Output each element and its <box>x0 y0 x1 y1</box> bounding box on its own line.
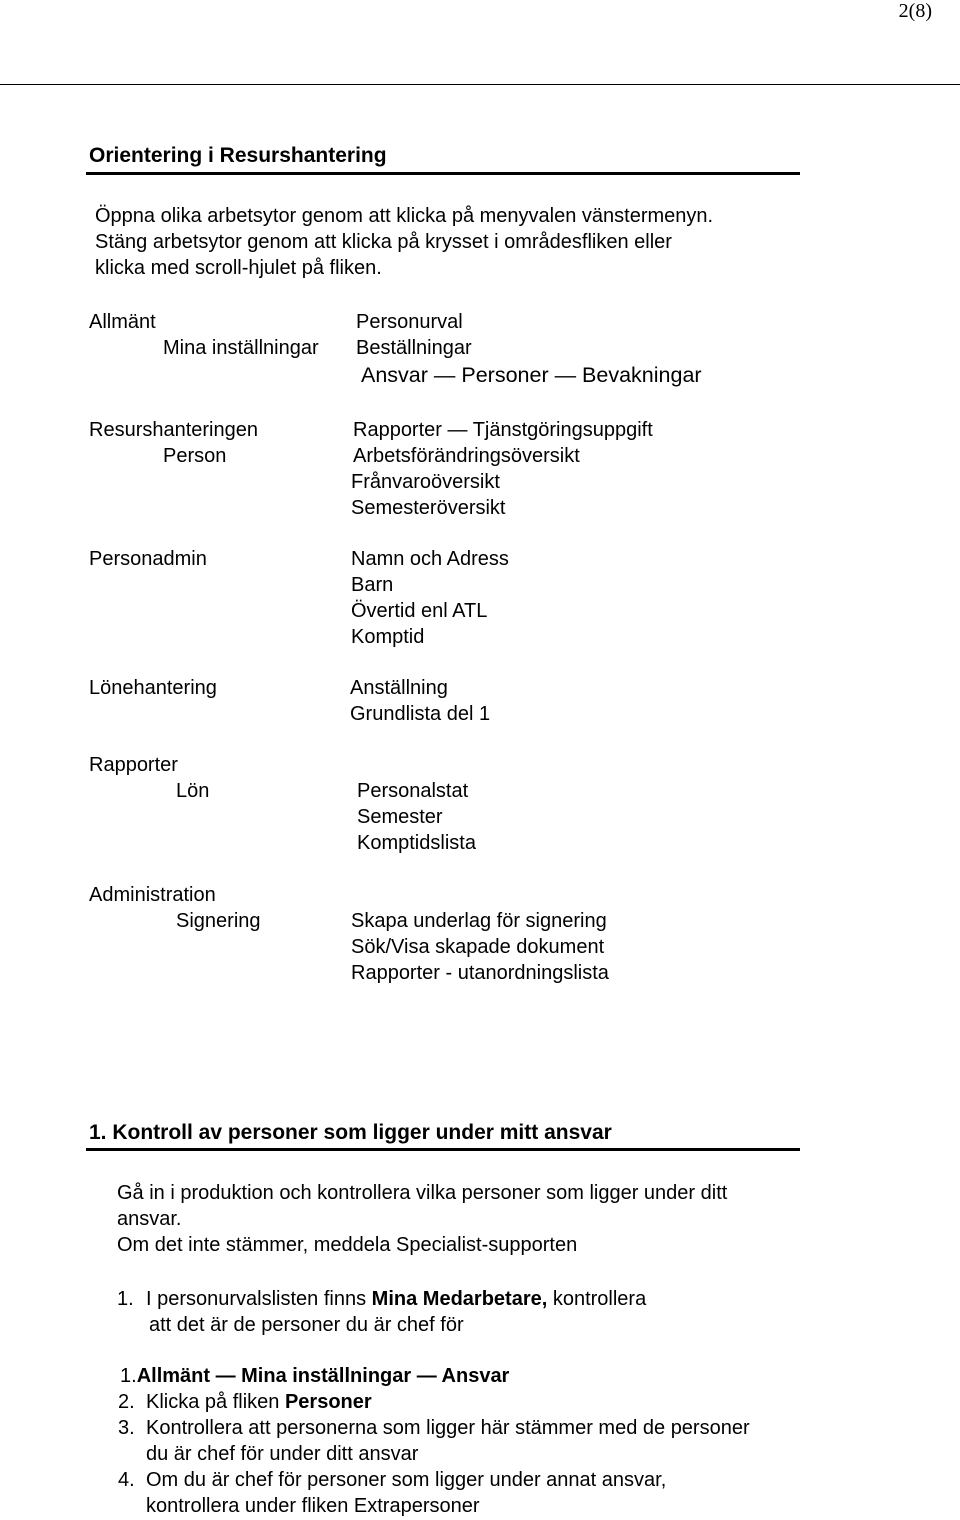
intro-line-3: klicka med scroll-hjulet på fliken. <box>95 257 382 279</box>
signering-item-sok: Sök/Visa skapade dokument <box>351 936 605 958</box>
menu-personurval: Personurval <box>356 311 463 333</box>
menu-signering: Signering <box>176 910 261 932</box>
menu-allmant: Allmänt <box>89 311 156 333</box>
step1-pre: I personurvalslisten finns <box>146 1288 372 1310</box>
person-item-franvaro: Frånvaroöversikt <box>351 471 500 493</box>
menu-lon: Lön <box>176 780 210 802</box>
list-item-2-pre: Klicka på fliken <box>146 1391 285 1413</box>
list-item-3-number: 3. <box>118 1417 135 1439</box>
lonehantering-item-anstallning: Anställning <box>350 677 448 699</box>
list-item-1-bold: Allmänt — Mina inställningar — Ansvar <box>136 1365 510 1387</box>
list-item-4-line-2: kontrollera under fliken Extrapersoner <box>146 1495 480 1517</box>
list-item-1-number: 1. <box>120 1365 137 1387</box>
section2-title-underline <box>86 1148 800 1151</box>
section2-para-line-1: Gå in i produktion och kontrollera vilka personer som ligger under ditt <box>117 1182 728 1204</box>
personadmin-item-namn: Namn och Adress <box>351 548 509 570</box>
personadmin-item-barn: Barn <box>351 574 394 596</box>
menu-mina-installningar: Mina inställningar <box>163 337 319 359</box>
lon-item-personalstat: Personalstat <box>357 780 469 802</box>
menu-resurshanteringen: Resurshanteringen <box>89 419 258 441</box>
page-number: 2(8) <box>898 0 932 22</box>
lon-item-komptidslista: Komptidslista <box>357 832 476 854</box>
lon-item-semester: Semester <box>357 806 443 828</box>
list-item-4-number: 4. <box>118 1469 135 1491</box>
menu-bestallningar: Beställningar <box>356 337 472 359</box>
signering-item-rapporter: Rapporter - utanordningslista <box>351 962 609 984</box>
personadmin-item-overtid: Övertid enl ATL <box>351 600 488 622</box>
menu-ansvar-path: Ansvar — Personer — Bevakningar <box>361 363 702 387</box>
list-item-2-number: 2. <box>118 1391 135 1413</box>
menu-rapporter: Rapporter <box>89 754 178 776</box>
person-item-rapporter: Rapporter — Tjänstgöringsuppgift <box>353 419 653 441</box>
section2-para-line-2: ansvar. <box>117 1208 182 1230</box>
list-item-2-bold: Personer <box>284 1391 372 1413</box>
step1-line-2: att det är de personer du är chef för <box>149 1314 464 1336</box>
signering-item-skapa: Skapa underlag för signering <box>351 910 607 932</box>
person-item-semester: Semesteröversikt <box>351 497 506 519</box>
step1-bold: Mina Medarbetare, <box>371 1288 548 1310</box>
menu-administration: Administration <box>89 884 216 906</box>
person-item-arbetsforandring: Arbetsförändringsöversikt <box>353 445 580 467</box>
list-item-3-line-2: du är chef för under ditt ansvar <box>146 1443 419 1465</box>
menu-lonehantering: Lönehantering <box>89 677 217 699</box>
intro-line-1: Öppna olika arbetsytor genom att klicka på menyvalen vänstermenyn. <box>95 205 714 227</box>
intro-line-2: Stäng arbetsytor genom att klicka på krysset i områdesfliken eller <box>95 231 672 253</box>
header-divider <box>0 84 960 85</box>
menu-person: Person <box>163 445 227 467</box>
lonehantering-item-grundlista: Grundlista del 1 <box>350 703 491 725</box>
section-title-orientering: Orientering i Resurshantering <box>89 144 387 167</box>
list-item-4-line-1: Om du är chef för personer som ligger under annat ansvar, <box>146 1469 667 1491</box>
list-item-2 <box>146 1389 372 1415</box>
step1-line-1 <box>146 1286 646 1312</box>
section-title-underline <box>86 172 800 175</box>
section2-para-line-3: Om det inte stämmer, meddela Specialist-supporten <box>117 1234 578 1256</box>
section-title-kontroll: 1. Kontroll av personer som ligger under mitt ansvar <box>89 1121 612 1144</box>
personadmin-item-komptid: Komptid <box>351 626 425 648</box>
step1-number: 1. <box>117 1288 134 1310</box>
step1-post: kontrollera <box>547 1288 647 1310</box>
list-item-3-line-1: Kontrollera att personerna som ligger här stämmer med de personer <box>146 1417 750 1439</box>
list-item-1 <box>120 1363 509 1389</box>
menu-personadmin: Personadmin <box>89 548 207 570</box>
